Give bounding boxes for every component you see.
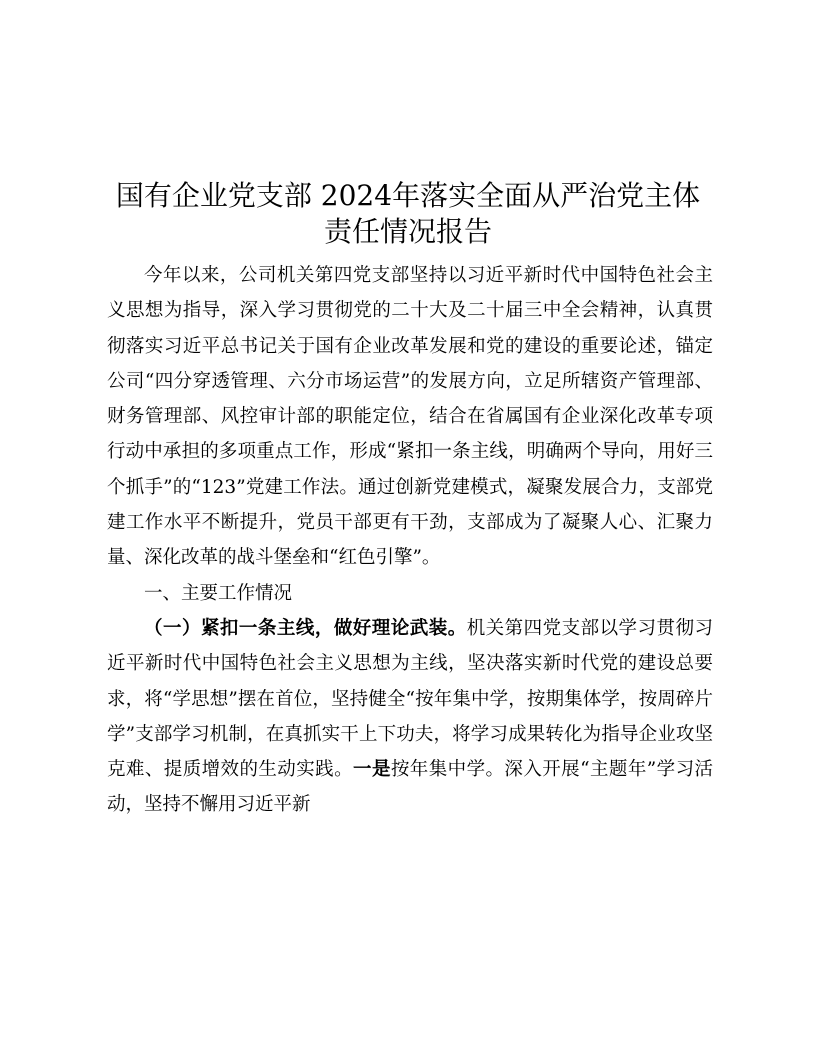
point-text: 按年集中学。深入开展“主题年”学习活动，坚持不懈用习近平新: [107, 759, 713, 816]
point-label: 一是: [353, 759, 391, 781]
intro-paragraph: 今年以来，公司机关第四党支部坚持以习近平新时代中国特色社会主义思想为指导，深入学习贯彻党的二十大及二十届三中全会精神，认真贯彻落实习近平总书记关于国有企业改革发展和党的建设的重要论述，锚定公司“四分穿透管理、六分市场运营”的发展方向，立足所辖资产管理部、财务管理部、风控审计部的职能定位，结合在省属国有企业深化改革专项行动中承担的多项重点工作，形成“紧扣一条主线，明确两个导向，用好三个抓手”的“123”党建工作法。通过创新党建模式，凝聚发展合力，支部党建工作水平不断提升，党员干部更有干劲，支部成为了凝聚人心、汇聚力量、深化改革的战斗堡垒和“红色引擎”。: [107, 265, 713, 569]
title-line-2: 责任情况报告: [323, 215, 492, 248]
subsection-paragraph: [107, 611, 713, 823]
section-heading: 一、主要工作情况: [144, 582, 293, 604]
title-line-1: 国有企业党支部 2024年落实全面从严治党主体: [115, 179, 701, 212]
subsection-lead: （一）紧扣一条主线，做好理论武装。: [144, 617, 467, 639]
subsection-text: 机关第四党支部以学习贯彻习近平新时代中国特色社会主义思想为主线，坚决落实新时代党的建设总要求，将“学思想”摆在首位，坚持健全“按年集中学，按期集体学，按周碎片学”支部学习机制，在真抓实干上下功夫，将学习成果转化为指导企业攻坚克难、提质增效的生动实践。: [107, 617, 713, 781]
document-title: [90, 178, 726, 250]
document-body: [107, 258, 713, 823]
